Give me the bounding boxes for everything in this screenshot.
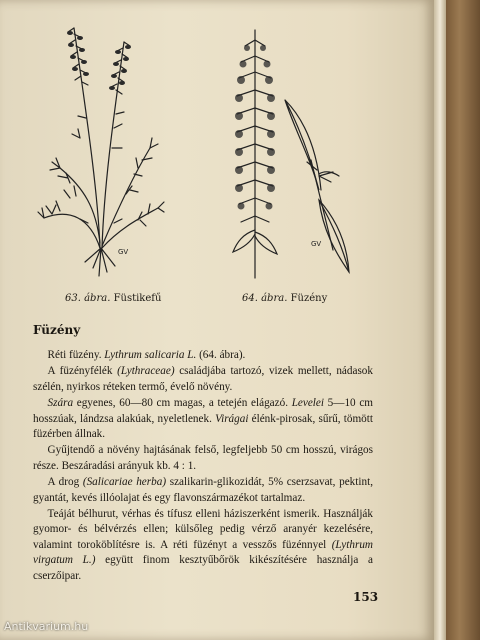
illustration-signature: GV (311, 240, 322, 248)
text-run: családjába tartozó, vizek mellett, nádasok szélén, nyirkos réteken termő, évelő növény. (33, 365, 373, 393)
italic-run: Levelei (291, 397, 324, 410)
italic-run: (Salicariae herba) (82, 476, 167, 489)
text-run: Teáját bélhurut, vérhas és tífusz elleni háziszerként ismerik. Használják gyomor- és bélvérzés ellen; külsőleg pedig vérző aranyér kezelésére, valamint toroköblítésre is. A réti füzényt a vesszős füzénnyel (33, 508, 373, 551)
page-number: 153 (353, 590, 379, 604)
italic-run: (Lythraceae) (117, 365, 175, 378)
paragraph (33, 507, 373, 584)
text-run: szalikarin-glikozidát, 5% cserzsavat, pektint, gyantát, kevés illóolajat és egy flavonszármazékot tartalmaz. (33, 476, 373, 504)
text-run: A drog (47, 476, 83, 489)
figure-64-caption (242, 293, 327, 304)
italic-run: Lythrum salicaria L. (104, 349, 197, 361)
figure-63-caption (65, 293, 161, 304)
body-text (33, 348, 373, 584)
text-run: élénk-pirosak, sűrű, tömött füzérben állnak. (33, 412, 373, 441)
figure-name: Füstikefű (113, 293, 162, 304)
illustration-signature: GV (118, 248, 129, 256)
text-run: Réti füzény. (47, 349, 105, 361)
section-heading: Füzény (33, 323, 81, 337)
text-run: egyenes, 60—80 cm magas, a tetején elágazó. (73, 397, 292, 410)
text-run: együtt finom kesztyűbőrök kikészítésére használja a cserzőipar. (33, 554, 373, 582)
italic-run: Szára (47, 397, 74, 410)
fustikefu-illustration (30, 18, 170, 288)
italic-run: Virágai (215, 412, 249, 425)
text-run: 5—10 cm hosszúak, lándzsa alakúak, nyeletlenek. (33, 397, 374, 425)
italic-run: (Lythrum virgatum L.) (33, 538, 373, 567)
page-edge (434, 0, 446, 640)
figure-number: 64. ábra. (242, 293, 288, 304)
figure-number: 63. ábra. (65, 293, 111, 304)
paragraph (33, 348, 373, 363)
paragraph (33, 396, 373, 442)
fuzeny-illustration (215, 20, 365, 285)
text-run: A füzényfélék (47, 365, 118, 378)
watermark: Antikvarium.hu (4, 620, 89, 633)
paragraph (33, 364, 373, 395)
paragraph (33, 475, 373, 506)
figure-name: Füzény (290, 293, 328, 304)
text-run: Gyűjtendő a növény hajtásának felső, legfeljebb 50 cm hosszú, virágos része. Beszáradási arányuk kb. 4 : 1. (33, 444, 373, 472)
text-run: (64. ábra). (196, 349, 246, 361)
paragraph (33, 443, 373, 474)
book-cover (446, 0, 480, 640)
